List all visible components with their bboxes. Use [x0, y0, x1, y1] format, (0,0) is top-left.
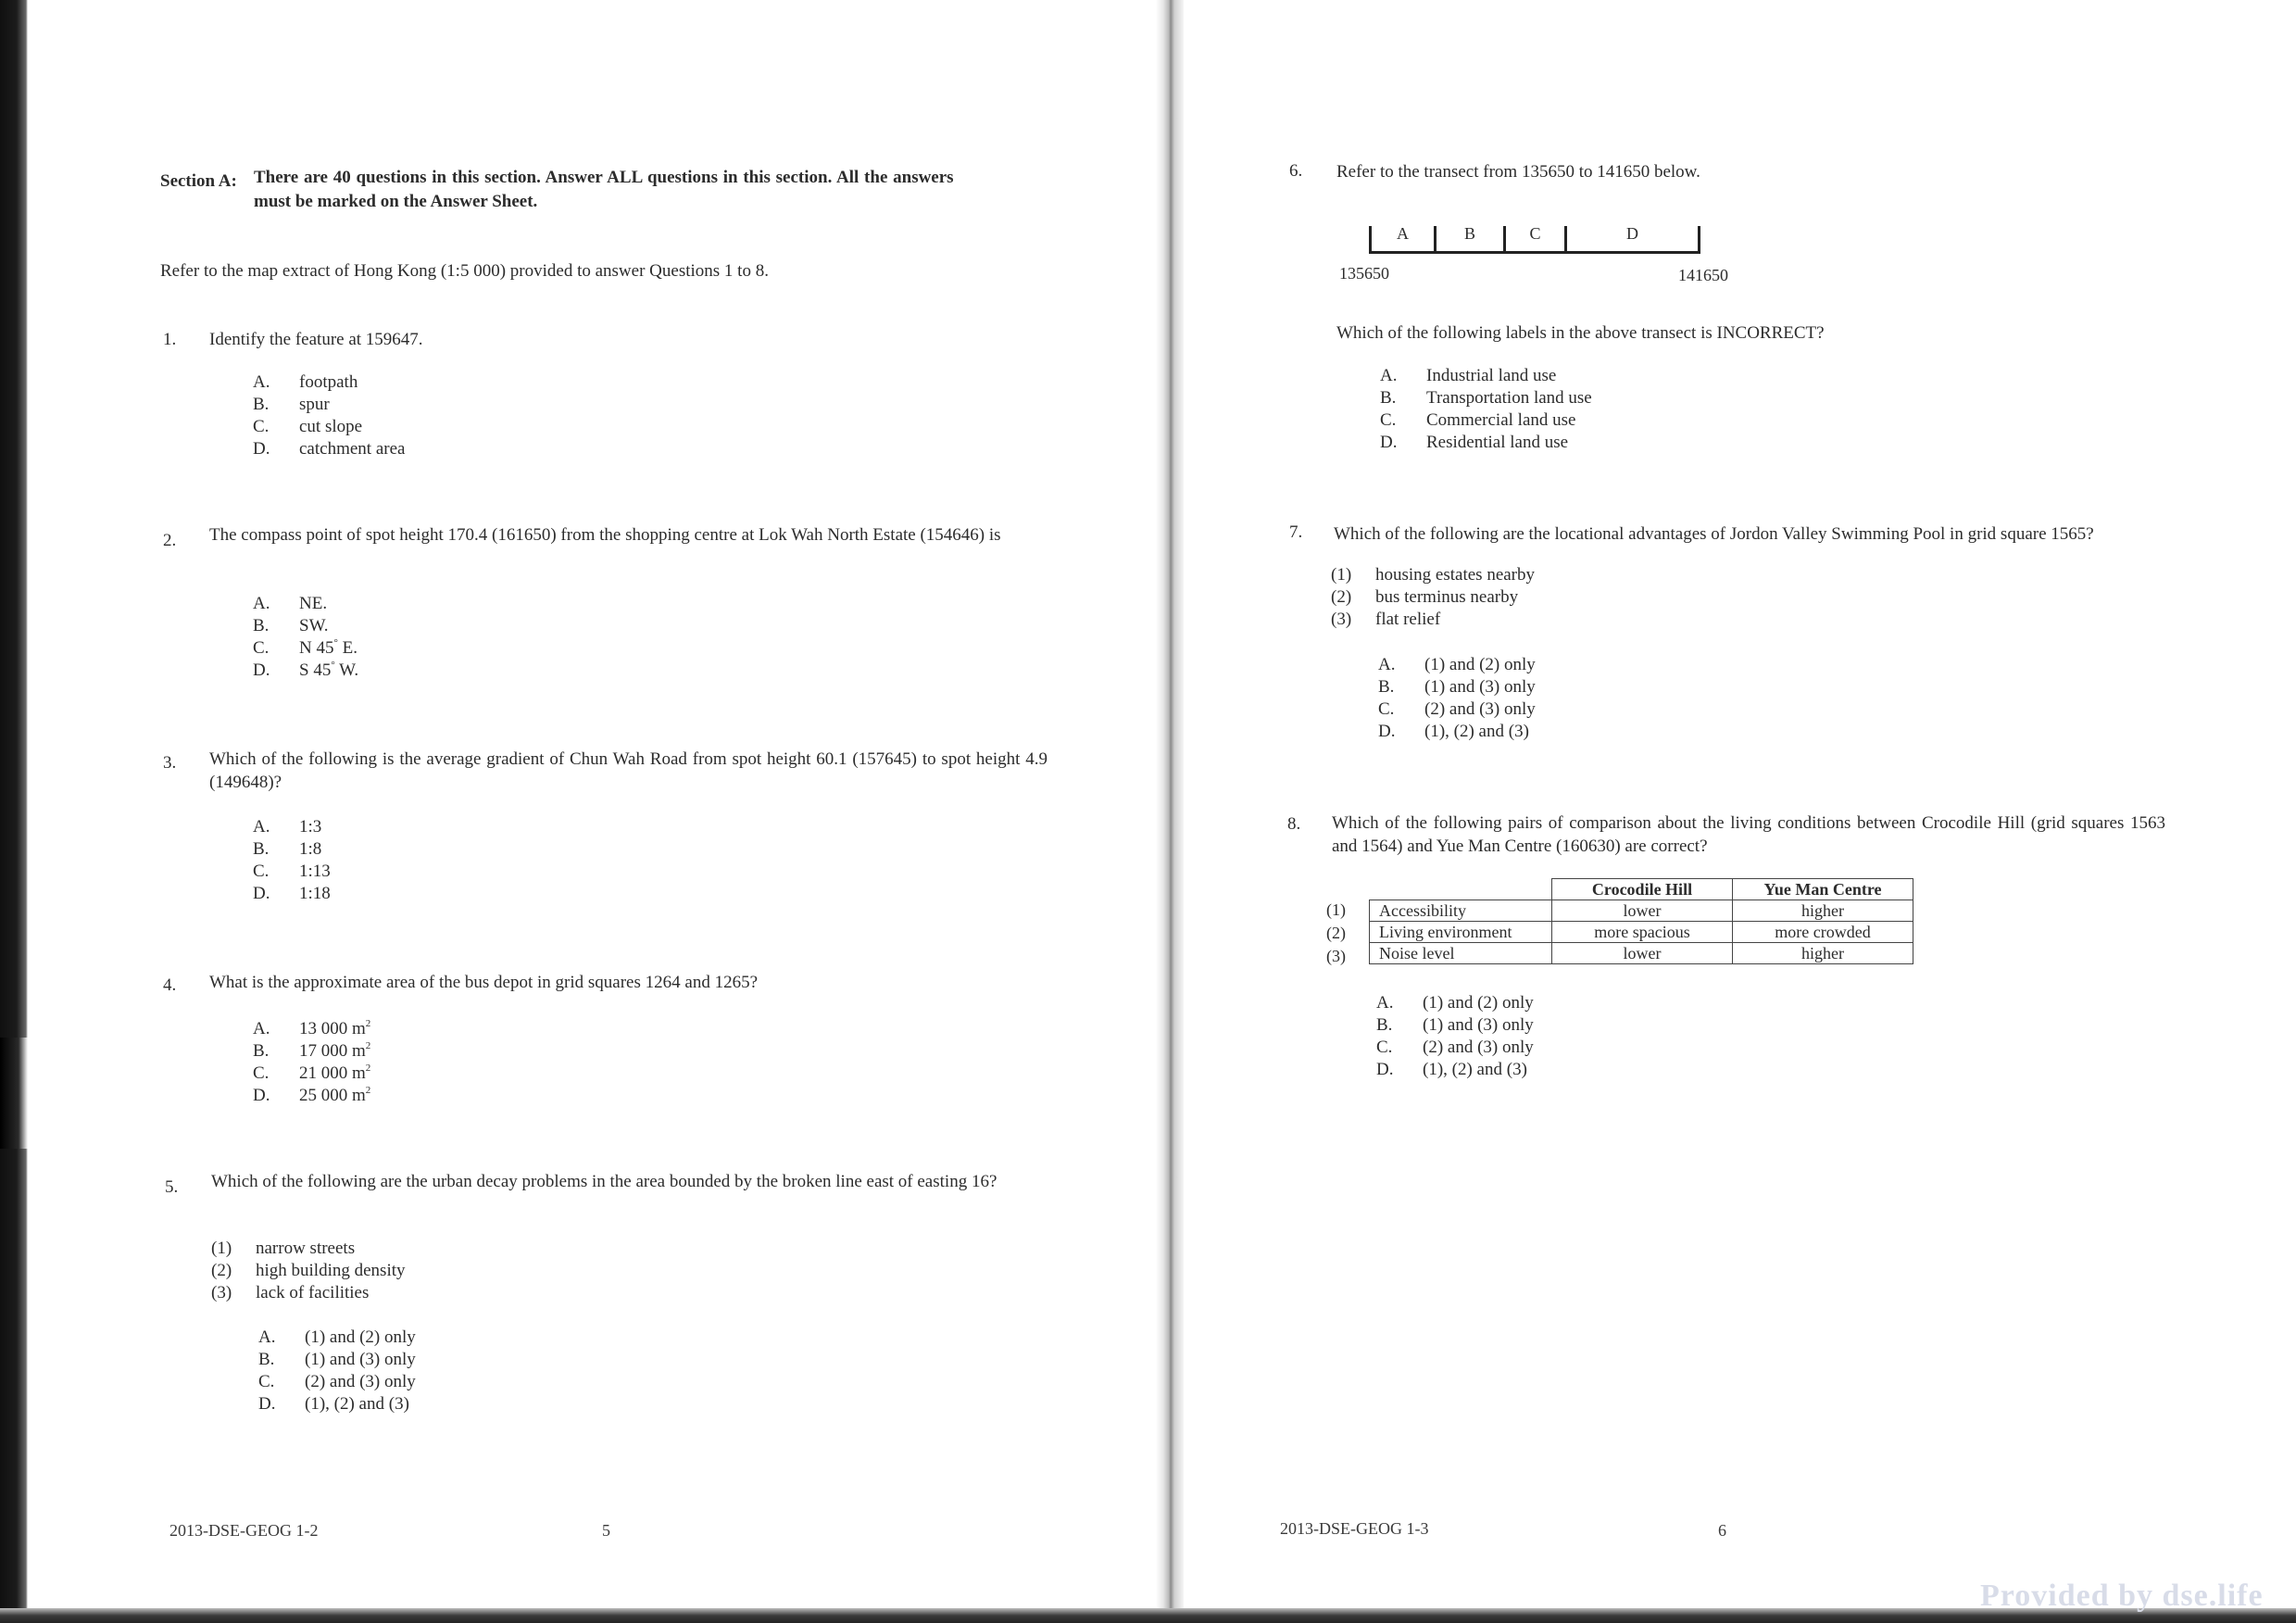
option-text: Transportation land use	[1426, 388, 1592, 408]
statement-number: (2)	[1331, 587, 1352, 607]
table-cell: lower	[1552, 943, 1733, 964]
statement-row	[1331, 610, 1440, 632]
statement-text: bus terminus nearby	[1375, 587, 1519, 607]
table-row-label: Noise level	[1370, 943, 1552, 964]
option-letter: D.	[253, 884, 270, 903]
option-row[interactable]	[253, 439, 405, 461]
statement-number: (2)	[211, 1261, 232, 1280]
option-letter: A.	[258, 1327, 276, 1347]
option-text: 25 000 m	[299, 1086, 366, 1105]
footer-code: 2013-DSE-GEOG 1-2	[169, 1521, 319, 1540]
statement-row	[1331, 587, 1518, 610]
section-label: Section A:	[160, 171, 237, 191]
question-text: What is the approximate area of the bus depot in grid squares 1264 and 1265?	[209, 973, 758, 992]
option-text: (1) and (2) only	[305, 1327, 416, 1347]
option-text: 1:13	[299, 862, 331, 881]
statement-number: (3)	[1331, 610, 1352, 629]
question-number: 6.	[1289, 161, 1303, 181]
option-text: Commercial land use	[1426, 410, 1576, 430]
option-text: Industrial land use	[1426, 366, 1557, 385]
question-text: Which of the following are the urban decay problems in the area bounded by the broken line east of easting 16?	[211, 1172, 997, 1191]
map-intro: Refer to the map extract of Hong Kong (1:5 000) provided to answer Questions 1 to 8.	[160, 261, 769, 281]
table-header: Yue Man Centre	[1733, 879, 1913, 900]
table-row-number: (3)	[1326, 947, 1346, 965]
option-letter: D.	[1378, 722, 1396, 741]
statement-number: (3)	[211, 1283, 232, 1302]
option-row[interactable]	[1380, 410, 1575, 433]
option-text: (2) and (3) only	[305, 1372, 416, 1391]
option-text: (1), (2) and (3)	[1423, 1060, 1527, 1079]
option-row[interactable]	[253, 594, 327, 616]
watermark: Provided by dse.life	[1980, 1579, 2264, 1613]
table-header: Crocodile Hill	[1552, 879, 1733, 900]
option-row[interactable]	[253, 884, 331, 906]
option-letter: B.	[1378, 677, 1395, 697]
page-number: 6	[1718, 1521, 1726, 1540]
option-letter: B.	[253, 395, 270, 414]
statement-text: flat relief	[1375, 610, 1441, 629]
table-row-label: Accessibility	[1370, 900, 1552, 922]
statement-number: (1)	[211, 1239, 232, 1258]
option-letter: D.	[253, 1086, 270, 1105]
option-row[interactable]	[1378, 699, 1536, 722]
option-row[interactable]	[253, 616, 329, 638]
option-text: (1), (2) and (3)	[305, 1394, 409, 1414]
option-text: (2) and (3) only	[1423, 1038, 1534, 1057]
option-letter: C.	[253, 417, 270, 436]
page-number: 5	[602, 1521, 610, 1540]
question-number: 1.	[163, 330, 177, 349]
transect-line	[1369, 251, 1700, 254]
option-letter: C.	[253, 862, 270, 881]
option-letter: A.	[253, 372, 270, 392]
option-row[interactable]	[258, 1327, 416, 1350]
transect-diagram	[1369, 220, 1702, 254]
option-row[interactable]	[253, 1086, 370, 1108]
option-row[interactable]	[253, 1063, 370, 1086]
option-text-suffix: E.	[337, 638, 358, 658]
question-text: Identify the feature at 159647.	[209, 330, 423, 349]
option-row[interactable]	[1380, 388, 1592, 410]
option-row[interactable]	[258, 1350, 416, 1372]
statement-row	[1331, 565, 1535, 587]
option-text-suffix: W.	[334, 661, 359, 680]
question-text: Refer to the transect from 135650 to 141650 below.	[1336, 162, 1700, 182]
scan-edge	[0, 0, 28, 1623]
option-row[interactable]	[1376, 1038, 1534, 1060]
option-letter: A.	[253, 817, 270, 837]
option-letter: C.	[1380, 410, 1397, 430]
footer-code: 2013-DSE-GEOG 1-3	[1280, 1519, 1429, 1538]
table-row-number: (2)	[1326, 924, 1346, 942]
question-number: 8.	[1287, 814, 1301, 834]
option-letter: A.	[1380, 366, 1398, 385]
superscript: 2	[365, 1018, 371, 1029]
option-text: 1:3	[299, 817, 322, 837]
table-cell: more spacious	[1552, 922, 1733, 943]
superscript: 2	[365, 1063, 371, 1074]
option-row[interactable]	[1378, 722, 1529, 744]
superscript: 2	[365, 1085, 371, 1096]
option-letter: C.	[1376, 1038, 1393, 1057]
superscript: 2	[365, 1040, 371, 1051]
option-text: 1:8	[299, 839, 322, 859]
option-text: footpath	[299, 372, 358, 392]
section-instructions-line2: must be marked on the Answer Sheet.	[254, 192, 538, 211]
option-letter: A.	[1378, 655, 1396, 674]
table-row-number: (1)	[1326, 900, 1346, 919]
option-text: (2) and (3) only	[1424, 699, 1536, 719]
option-row[interactable]	[1376, 993, 1534, 1015]
statement-text: housing estates nearby	[1375, 565, 1536, 585]
option-row[interactable]	[253, 395, 330, 417]
option-row[interactable]	[1376, 1015, 1534, 1038]
transect-label: A	[1397, 224, 1409, 243]
statement-text: lack of facilities	[256, 1283, 370, 1302]
option-letter: D.	[253, 661, 270, 680]
option-letter: A.	[253, 594, 270, 613]
option-letter: B.	[253, 839, 270, 859]
degree-sign: °	[333, 637, 338, 648]
option-letter: A.	[253, 1019, 270, 1038]
table-row	[1370, 900, 1913, 922]
option-text: NE.	[299, 594, 328, 613]
option-text: 21 000 m	[299, 1063, 366, 1083]
option-text: (1) and (3) only	[305, 1350, 416, 1369]
option-text: 17 000 m	[299, 1041, 366, 1061]
statement-row	[211, 1261, 406, 1283]
option-letter: D.	[258, 1394, 276, 1414]
question-text: Which of the following is the average gradient of Chun Wah Road from spot height 60.1 (157645) to spot height 4.9 (149648)?	[209, 749, 1048, 792]
table-row	[1370, 943, 1913, 964]
option-letter: B.	[1380, 388, 1397, 408]
option-text: Residential land use	[1426, 433, 1569, 452]
table-row	[1370, 922, 1913, 943]
table-cell: more crowded	[1733, 922, 1913, 943]
option-row[interactable]	[253, 1041, 370, 1063]
option-text: SW.	[299, 616, 329, 635]
option-text: (1) and (3) only	[1423, 1015, 1534, 1035]
option-text: N 45	[299, 638, 334, 658]
option-row[interactable]	[253, 638, 358, 661]
option-text: (1) and (3) only	[1424, 677, 1536, 697]
transect-tick	[1698, 226, 1700, 254]
option-letter: B.	[253, 616, 270, 635]
option-row[interactable]	[1378, 677, 1536, 699]
comparison-table	[1369, 878, 1913, 964]
question-number: 5.	[165, 1177, 179, 1197]
option-row[interactable]	[1378, 655, 1536, 677]
option-row[interactable]	[1380, 366, 1556, 388]
question-text: Which of the following are the locational advantages of Jordon Valley Swimming Pool in grid square 1565?	[1334, 524, 2094, 544]
option-row[interactable]	[253, 661, 358, 683]
option-row[interactable]	[1376, 1060, 1527, 1082]
option-row[interactable]	[253, 417, 362, 439]
degree-sign: °	[331, 660, 335, 671]
question-prompt: Which of the following labels in the above transect is INCORRECT?	[1336, 323, 1825, 343]
question-text: The compass point of spot height 170.4 (161650) from the shopping centre at Lok Wah North Estate (154646) is	[209, 525, 1001, 545]
transect-label: D	[1626, 224, 1638, 243]
statement-row	[211, 1283, 369, 1305]
table-cell: higher	[1733, 900, 1913, 922]
scan-edge-notch	[0, 1038, 28, 1149]
option-letter: D.	[253, 439, 270, 459]
option-letter: B.	[253, 1041, 270, 1061]
statement-text: high building density	[256, 1261, 406, 1280]
option-letter: B.	[258, 1350, 275, 1369]
option-row[interactable]	[253, 817, 321, 839]
option-row[interactable]	[258, 1372, 416, 1394]
option-letter: D.	[1376, 1060, 1394, 1079]
option-row[interactable]	[253, 839, 321, 862]
transect-label: B	[1463, 224, 1475, 243]
table-cell: higher	[1733, 943, 1913, 964]
option-text: (1) and (2) only	[1424, 655, 1536, 674]
option-text: S 45	[299, 661, 332, 680]
table-corner	[1370, 879, 1552, 900]
statement-number: (1)	[1331, 565, 1352, 585]
option-letter: C.	[253, 1063, 270, 1083]
option-row[interactable]	[253, 862, 331, 884]
section-instructions-line1: There are 40 questions in this section. Answer ALL questions in this section. All the answers	[254, 168, 954, 187]
table-cell: lower	[1552, 900, 1733, 922]
option-letter: C.	[258, 1372, 275, 1391]
transect-end-ref: 141650	[1678, 266, 1728, 284]
transect-start-ref: 135650	[1339, 264, 1389, 283]
option-row[interactable]	[253, 372, 358, 395]
option-row[interactable]	[1380, 433, 1568, 455]
question-number: 3.	[163, 753, 177, 773]
statement-text: narrow streets	[256, 1239, 356, 1258]
option-text: catchment area	[299, 439, 406, 459]
option-text: cut slope	[299, 417, 363, 436]
table-row-label: Living environment	[1370, 922, 1552, 943]
question-number: 2.	[163, 531, 177, 550]
option-row[interactable]	[253, 1019, 370, 1041]
scan-edge-bottom	[0, 1608, 2296, 1623]
question-number: 7.	[1289, 522, 1303, 542]
option-text: (1), (2) and (3)	[1424, 722, 1529, 741]
transect-label: C	[1529, 224, 1541, 243]
question-number: 4.	[163, 975, 177, 995]
option-letter: A.	[1376, 993, 1394, 1013]
option-letter: C.	[253, 638, 270, 658]
option-letter: C.	[1378, 699, 1395, 719]
left-page	[28, 0, 1156, 1608]
option-text: 1:18	[299, 884, 331, 903]
option-letter: D.	[1380, 433, 1398, 452]
option-text: spur	[299, 395, 330, 414]
question-text: Which of the following pairs of comparison about the living conditions between Crocodile Hill (grid squares 1563 and 1564) and Yue Man Centre (160630) are correct?	[1332, 813, 2165, 856]
option-text: (1) and (2) only	[1423, 993, 1534, 1013]
option-text: 13 000 m	[299, 1019, 366, 1038]
book-gutter	[1156, 0, 1184, 1608]
option-row[interactable]	[258, 1394, 409, 1416]
statement-row	[211, 1239, 355, 1261]
table-header-row	[1370, 879, 1913, 900]
option-letter: B.	[1376, 1015, 1393, 1035]
right-page	[1184, 0, 2296, 1608]
